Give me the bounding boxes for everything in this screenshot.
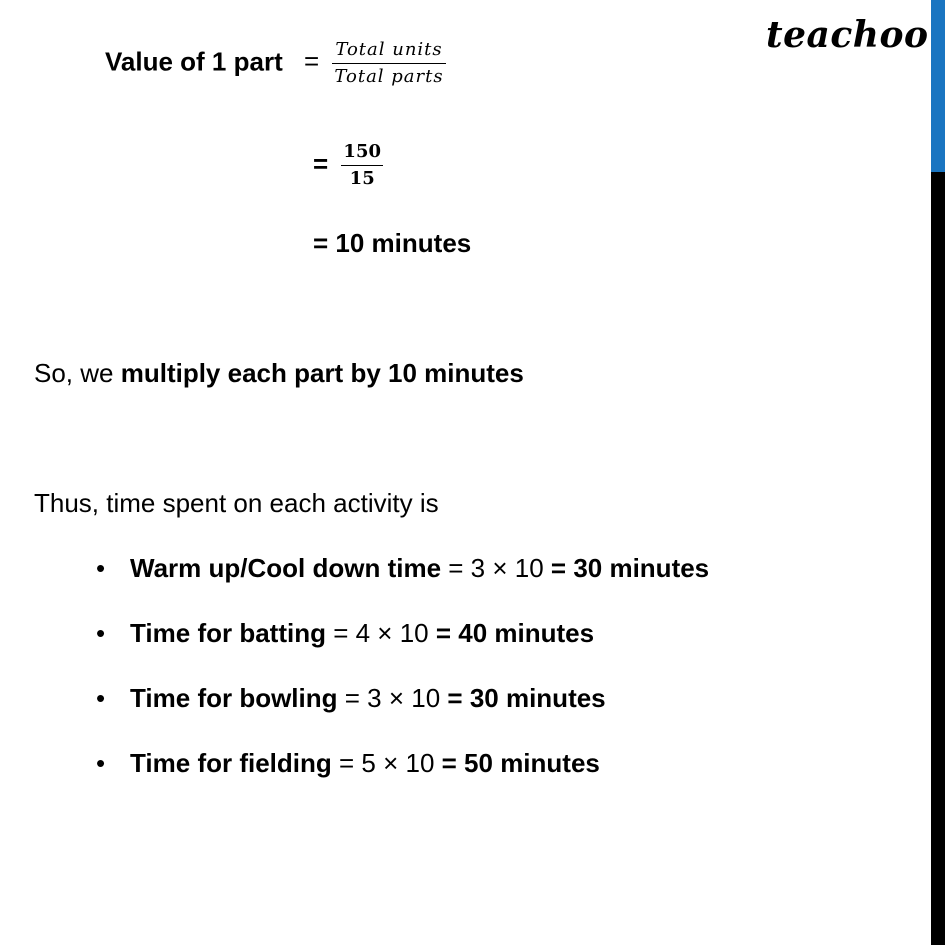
calculation-row xyxy=(313,139,383,192)
equals-sign: = xyxy=(313,148,329,179)
bullet-icon: • xyxy=(96,553,106,583)
bullet-icon: • xyxy=(96,618,106,648)
list-item xyxy=(96,748,709,813)
list-item xyxy=(96,683,709,748)
so-line-prefix: So, we xyxy=(34,358,121,388)
activity-name: Time for batting xyxy=(130,618,326,648)
activity-result: = 30 minutes xyxy=(447,683,606,713)
fraction-numerator: Total units xyxy=(332,37,445,64)
so-line-emphasis: multiply each part by 10 minutes xyxy=(120,358,524,388)
fraction-denominator: 15 xyxy=(349,168,375,189)
activity-result: = 30 minutes xyxy=(550,553,710,583)
activity-result: = 40 minutes xyxy=(435,618,595,648)
activity-expression: = 3 × 10 xyxy=(337,683,448,713)
so-line xyxy=(34,358,524,388)
equals-sign: = xyxy=(303,46,320,77)
activity-list xyxy=(96,553,709,813)
list-item xyxy=(96,553,709,618)
activity-name: Time for fielding xyxy=(130,748,332,778)
fraction-denominator: Total parts xyxy=(334,66,444,87)
teachoo-logo: teachoo xyxy=(766,14,929,56)
activity-result: = 50 minutes xyxy=(441,748,600,778)
activity-name: Warm up/Cool down time xyxy=(130,553,442,583)
result-line: = 10 minutes xyxy=(313,228,472,258)
activity-name: Time for bowling xyxy=(130,683,338,713)
scrollbar[interactable] xyxy=(931,0,945,945)
activity-expression: = 4 × 10 xyxy=(325,618,436,648)
activity-expression: = 5 × 10 xyxy=(331,748,442,778)
value-of-one-part-row xyxy=(105,37,446,90)
fraction-numerator: 150 xyxy=(341,139,383,166)
value-fraction xyxy=(341,139,383,192)
bullet-icon: • xyxy=(96,748,106,778)
scrollbar-thumb[interactable] xyxy=(931,0,945,172)
activity-expression: = 3 × 10 xyxy=(441,553,551,583)
total-fraction xyxy=(332,37,445,90)
value-label: Value of 1 part xyxy=(105,46,283,77)
list-item xyxy=(96,618,709,683)
thus-line: Thus, time spent on each activity is xyxy=(34,488,439,518)
bullet-icon: • xyxy=(96,683,106,713)
